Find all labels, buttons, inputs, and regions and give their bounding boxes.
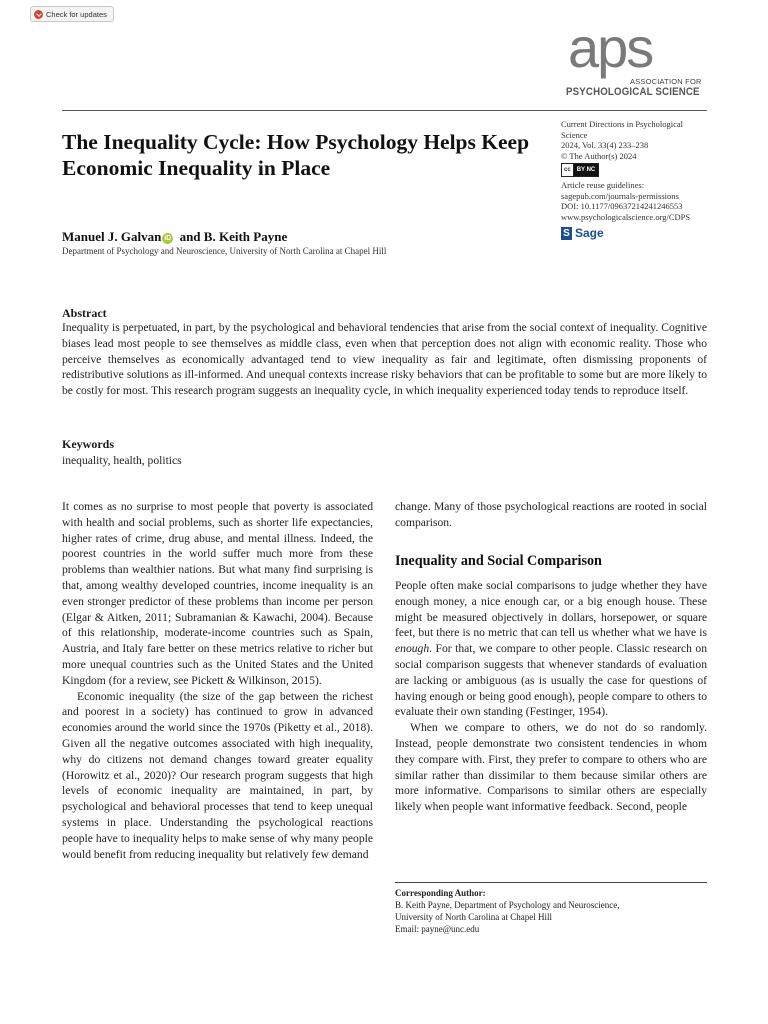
sage-icon: S xyxy=(561,227,572,240)
reuse-label: Article reuse guidelines: xyxy=(561,179,645,190)
cc-terms: BY NC xyxy=(574,164,599,176)
affiliation: Department of Psychology and Neuroscience, University of North Carolina at Chapel Hill xyxy=(62,246,387,256)
header-divider xyxy=(62,110,707,111)
body-text: . For that, we compare to other people. Classic research on social comparison suggests that whenever standards of evaluation are lacking or ambiguous (as is usually the case for questions of having enough or being good enough), people compare to others to evaluate their own standing (Festinger, 1954). xyxy=(395,642,707,719)
body-paragraph: It comes as no surprise to most people that poverty is associated with health and social problems, such as shorter life expectancies, higher rates of crime, drug abuse, and mental illness. Indeed, the poorest countries in the world suffer much more from these problems than wealthier nations. But what many find surprising is that, among wealthy developed countries, income inequality is an even stronger predictor of these problems than income per person (Elgar & Aitken, 2011; Subramanian & Kawachi, 2004). Because of this relationship, moderate-income countries such as Spain, Austria, and Italy fare better on these metrics relative to richer but more unequal countries such as the United States and the United Kingdom (for a review, see Pickett & Wilkinson, 2015). xyxy=(62,500,373,687)
footnote-line: B. Keith Payne, Department of Psychology and Neuroscience, xyxy=(395,900,620,910)
body-column-left xyxy=(62,499,373,862)
footnote-line: University of North Carolina at Chapel Hill xyxy=(395,912,552,922)
body-column-right-top xyxy=(395,499,707,531)
reuse-link[interactable]: sagepub.com/journals-permissions xyxy=(561,190,679,201)
keywords-heading: Keywords xyxy=(62,437,114,451)
body-paragraph: When we compare to others, we do not do so randomly. Instead, people demonstrate two consistent tendencies in whom they compare with. First, they prefer to compare to others who are similar rather than dissimilar to them because similar others are more informative. Comparisons to similar others are especially likely when people want informative feedback. Second, people xyxy=(395,721,707,814)
check-for-updates-label: Check for updates xyxy=(46,9,107,19)
author-line xyxy=(62,229,287,245)
check-icon xyxy=(34,10,43,19)
journal-website-link[interactable]: www.psychologicalscience.org/CDPS xyxy=(561,211,691,222)
body-text: People often make social comparisons to judge whether they have enough money, a nice enough car, or a big enough house. These might be measured objectively in dollars, horsepower, or square feet, but there is no metric that can tell us whether what we have is xyxy=(395,579,707,640)
author-1[interactable]: Manuel J. Galvan xyxy=(62,229,162,244)
volume-info: 2024, Vol. 33(4) 233–238 xyxy=(561,140,649,151)
keywords-text: inequality, health, politics xyxy=(62,454,182,467)
body-paragraph xyxy=(395,578,707,720)
body-paragraph: change. Many of those psychological reactions are rooted in social comparison. xyxy=(395,500,707,529)
abstract-text: Inequality is perpetuated, in part, by the psychological and behavioral tendencies that arise from the social context of inequality. Cognitive biases lead most people to see themselves as middle class, even when that perception does not align with economic reality. Those who perceive themselves as economically advantaged tend to view inequality as fair and legitimate, often dismissing proponents of redistributive solutions as ill-informed. And unequal contexts increase risky behaviors that can be profitable to some but are more likely to be costly for most. This research program suggests an inequality cycle, in which inequality experienced today tends to reproduce itself. xyxy=(62,321,707,398)
body-column-right xyxy=(395,578,707,815)
corresponding-author-note xyxy=(395,887,707,935)
body-paragraph: Economic inequality (the size of the gap between the richest and poorest in a society) has continued to grow in advanced economies around the world since the 1970s (Piketty et al., 2018). Given all the negative outcomes associated with high inequality, why do citizens not demand changes toward greater equality (Horowitz et al., 2020)? Our research program suggests that high levels of economic inequality are maintained, in part, by psychological and behavioral processes that tend to keep unequal systems in place. Understanding the psychological reactions people have to inequality helps to make sense of why many people would benefit from reducing inequality but relatively few demand xyxy=(62,689,373,861)
copyright: © The Author(s) 2024 xyxy=(561,151,637,162)
aps-logo-line1: ASSOCIATION FOR xyxy=(630,77,702,86)
journal-name: Current Directions in Psychological Science xyxy=(561,119,684,140)
doi-link[interactable]: DOI: 10.1177/09637214241246553 xyxy=(561,201,683,212)
body-emphasis: enough xyxy=(395,642,430,656)
author-join: and xyxy=(176,229,204,244)
article-title: The Inequality Cycle: How Psychology Helps Keep Economic Inequality in Place xyxy=(62,130,530,180)
aps-logo-mark: aps xyxy=(568,16,653,79)
orcid-icon[interactable]: iD xyxy=(164,235,172,242)
footnote-email[interactable]: Email: payne@unc.edu xyxy=(395,924,480,934)
check-for-updates-badge[interactable] xyxy=(30,6,114,22)
footnote-heading: Corresponding Author: xyxy=(395,888,486,898)
author-2[interactable]: B. Keith Payne xyxy=(203,229,288,244)
article-meta xyxy=(561,119,711,240)
section-heading: Inequality and Social Comparison xyxy=(395,553,602,569)
sage-logo xyxy=(561,227,711,240)
aps-logo xyxy=(566,16,716,108)
sage-wordmark: Sage xyxy=(575,225,604,240)
cc-icon: cc xyxy=(562,164,574,176)
footnote-divider xyxy=(395,882,707,883)
abstract-heading: Abstract xyxy=(62,306,107,320)
aps-logo-line2: PSYCHOLOGICAL SCIENCE xyxy=(566,86,700,98)
cc-license-badge[interactable] xyxy=(561,163,599,177)
